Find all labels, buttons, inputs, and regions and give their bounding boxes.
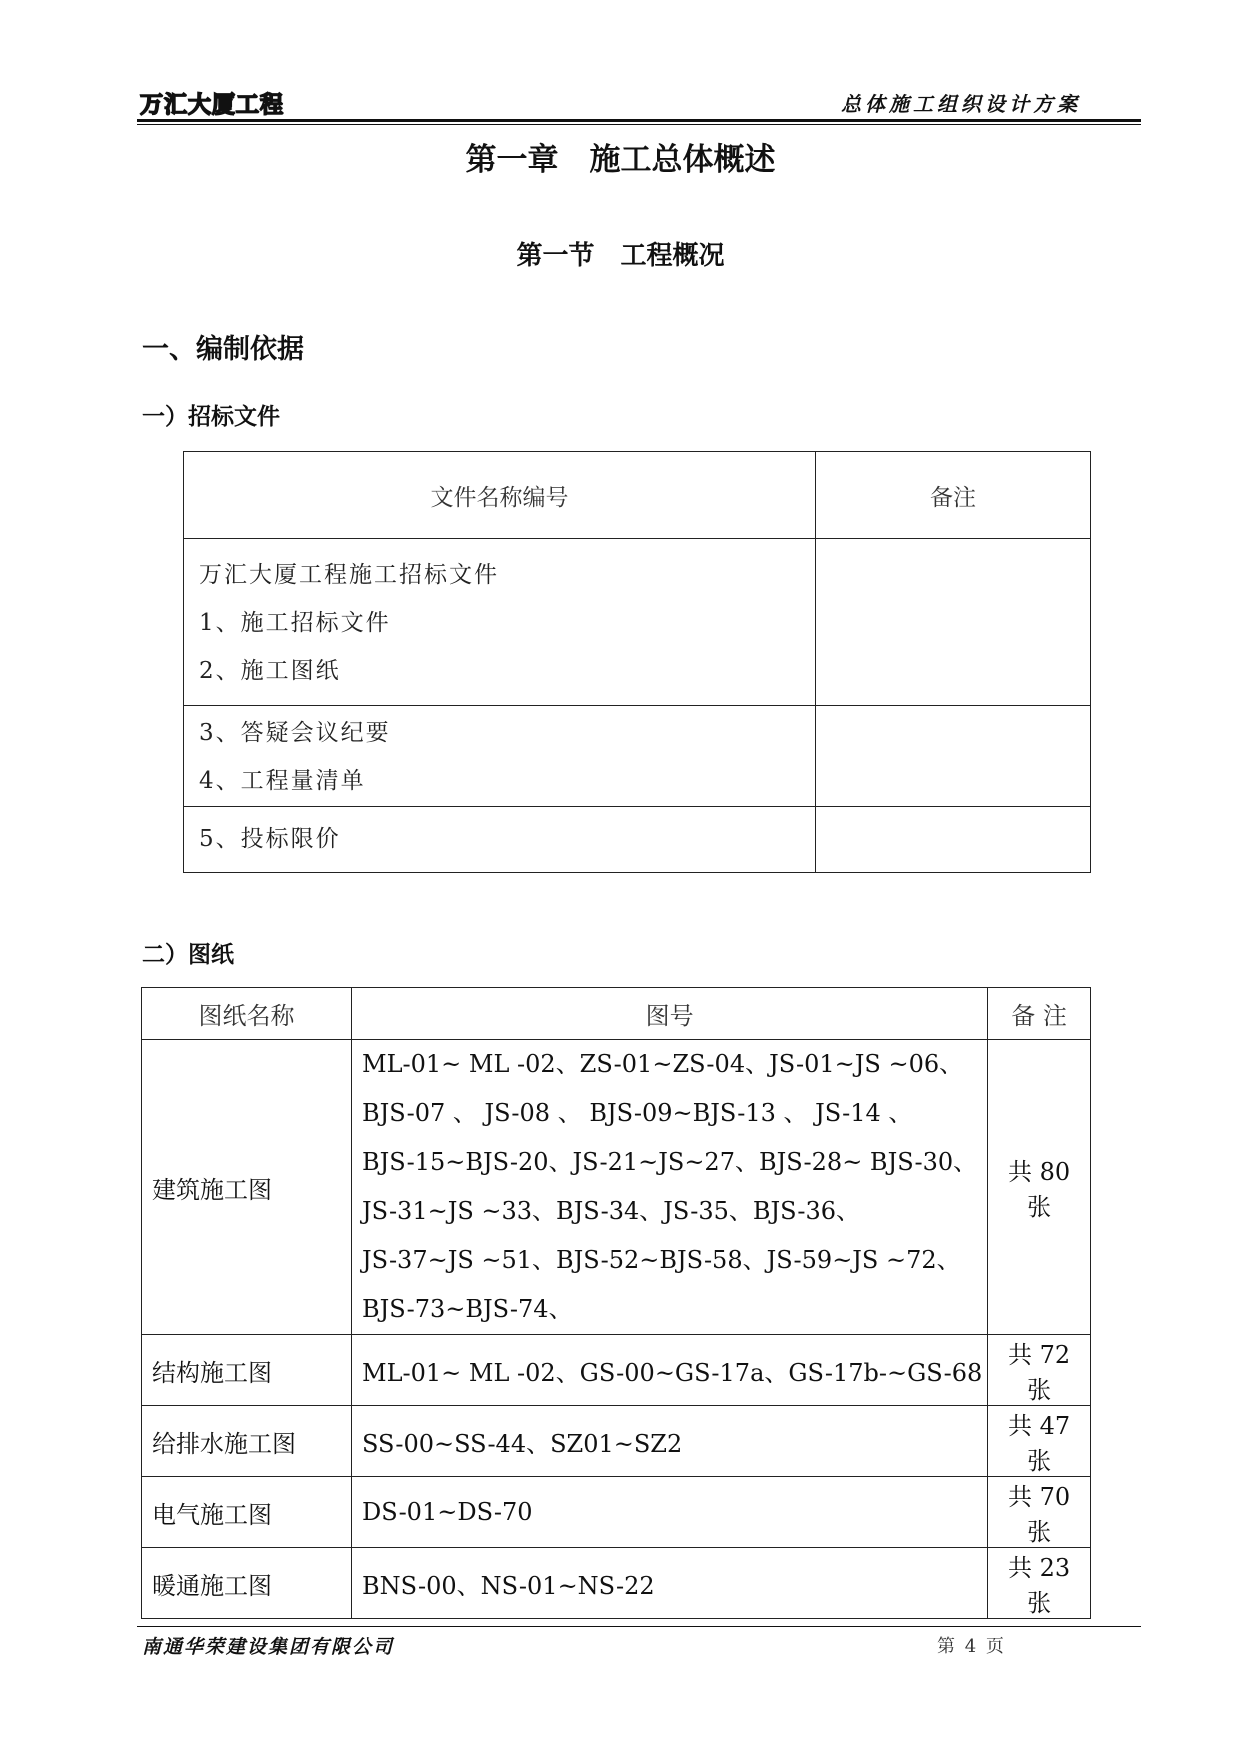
note-cell — [816, 539, 1091, 706]
sheet-count-cell: 共 80 张 — [988, 1040, 1091, 1335]
drawing-number-line: BJS-07 、 JS-08 、 BJS-09~BJS-13 、 JS-14 、 — [362, 1099, 913, 1127]
drawing-name-cell: 暖通施工图 — [142, 1548, 352, 1619]
drawing-number-line: BJS-15~BJS-20、JS-21~JS~27、BJS-28~ BJS-30、 — [362, 1148, 978, 1176]
sheet-count-cell: 共 23 张 — [988, 1548, 1091, 1619]
table-row — [142, 1477, 1091, 1548]
file-list-cell — [184, 706, 816, 807]
table-row — [142, 1335, 1091, 1406]
drawings-table — [141, 987, 1091, 1619]
heading-compilation-basis: 一、编制依据 — [142, 334, 304, 365]
drawing-number-line: ML-01~ ML -02、ZS-01~ZS-04、JS-01~JS ~06、 — [362, 1050, 964, 1078]
header-rule — [137, 119, 1141, 122]
table-row — [142, 1548, 1091, 1619]
note-cell — [816, 807, 1091, 873]
table-row — [142, 1406, 1091, 1477]
footer-company-name: 南通华荣建设集团有限公司 — [142, 1636, 395, 1658]
note-cell — [816, 706, 1091, 807]
drawing-number-cell: ML-01~ ML -02、GS-00~GS-17a、GS-17b-~GS-68 — [352, 1335, 988, 1406]
drawing-name-cell: 建筑施工图 — [142, 1040, 352, 1335]
drawing-name-cell: 结构施工图 — [142, 1335, 352, 1406]
subheading-tender-documents: 一）招标文件 — [142, 404, 280, 430]
file-list-cell — [184, 807, 816, 873]
table-header-row — [142, 988, 1091, 1040]
page-number: 第 4 页 — [937, 1636, 1004, 1657]
sheet-count-cell: 共 70 张 — [988, 1477, 1091, 1548]
file-line: 3、答疑会议纪要 — [199, 720, 391, 746]
drawing-number-cell: SS-00~SS-44、SZ01~SZ2 — [352, 1406, 988, 1477]
chapter-title: 第一章 施工总体概述 — [465, 142, 776, 178]
drawing-number-line: BJS-73~BJS-74、 — [362, 1295, 573, 1323]
column-header-drawing-number: 图号 — [352, 988, 988, 1040]
file-line: 万汇大厦工程施工招标文件 — [199, 562, 499, 588]
drawing-name-cell: 给排水施工图 — [142, 1406, 352, 1477]
column-header-drawing-name: 图纸名称 — [142, 988, 352, 1040]
table-row — [184, 539, 1091, 706]
file-list-cell — [184, 539, 816, 706]
sheet-count-cell: 共 72 张 — [988, 1335, 1091, 1406]
tender-documents-table — [183, 451, 1091, 873]
subheading-drawings: 二）图纸 — [142, 942, 234, 968]
file-line: 1、施工招标文件 — [199, 610, 391, 636]
drawing-number-line: JS-37~JS ~51、BJS-52~BJS-58、JS-59~JS ~72、 — [362, 1246, 961, 1274]
header-logo-text: 万汇大厦工程 — [140, 92, 284, 118]
drawing-number-cell: BNS-00、NS-01~NS-22 — [352, 1548, 988, 1619]
table-row — [142, 1040, 1091, 1335]
drawing-name-cell: 电气施工图 — [142, 1477, 352, 1548]
footer-rule — [137, 1626, 1141, 1627]
drawing-number-cell — [352, 1040, 988, 1335]
file-line: 2、施工图纸 — [199, 658, 341, 684]
file-line: 5、投标限价 — [199, 826, 341, 852]
sheet-count-cell: 共 47 张 — [988, 1406, 1091, 1477]
column-header-note: 备 注 — [988, 988, 1091, 1040]
column-header-note: 备注 — [816, 452, 1091, 539]
drawing-number-cell: DS-01~DS-70 — [352, 1477, 988, 1548]
file-line: 4、工程量清单 — [199, 768, 366, 794]
drawing-number-line: JS-31~JS ~33、BJS-34、JS-35、BJS-36、 — [362, 1197, 861, 1225]
header-doc-title: 总体施工组织设计方案 — [841, 92, 1081, 116]
table-row — [184, 706, 1091, 807]
column-header-file-name: 文件名称编号 — [184, 452, 816, 539]
header-rule-thin — [137, 124, 1141, 125]
table-row — [184, 807, 1091, 873]
table-header-row — [184, 452, 1091, 539]
section-title: 第一节 工程概况 — [516, 241, 725, 271]
